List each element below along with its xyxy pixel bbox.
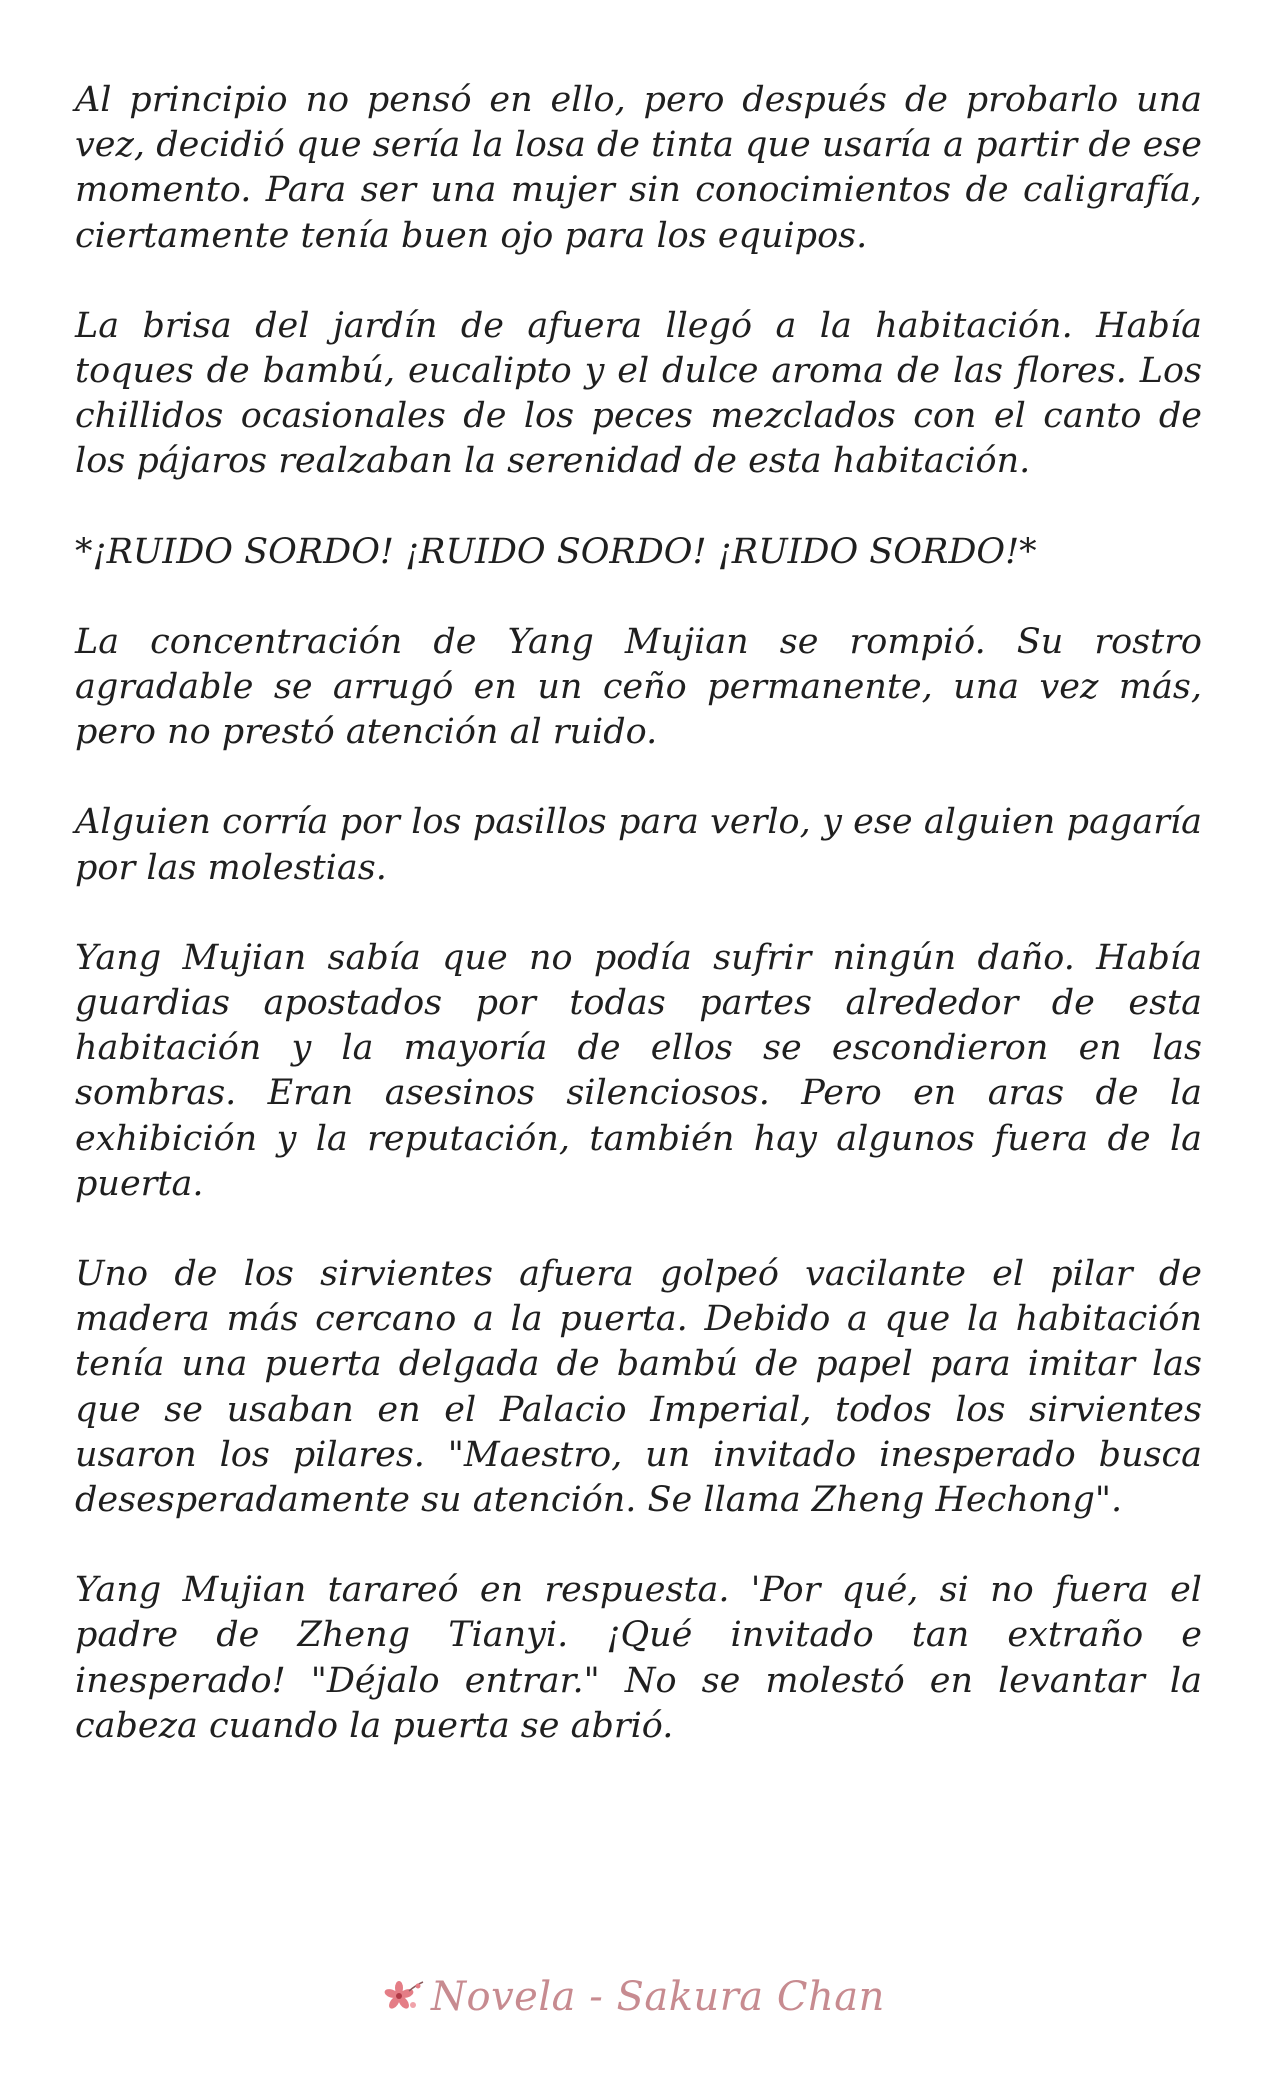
watermark-text: Novela - Sakura Chan	[431, 1974, 885, 2020]
sakura-flower-icon	[383, 1979, 425, 2015]
paragraph-4: La concentración de Yang Mujian se rompió. Su rostro agradable se arrugó en un ceño permanente, una vez más, pero no prestó atención al ruido.	[75, 621, 1202, 753]
chapter-text	[75, 78, 1202, 1749]
paragraph-1: Al principio no pensó en ello, pero después de probarlo una vez, decidió que sería la losa de tinta que usaría a partir de ese momento. Para ser una mujer sin conocimientos de caligrafía, ciertamente tenía buen ojo para los equipos.	[75, 80, 1202, 256]
paragraph-6: Yang Mujian sabía que no podía sufrir ningún daño. Había guardias apostados por todas partes alrededor de esta habitación y la mayoría de ellos se escondieron en las sombras. Eran asesinos silenciosos. Pero en aras de la exhibición y la reputación, también hay algunos fuera de la puerta.	[75, 937, 1202, 1204]
watermark	[383, 1972, 885, 2022]
paragraph-2: La brisa del jardín de afuera llegó a la habitación. Había toques de bambú, eucalipto y el dulce aroma de las flores. Los chillidos ocasionales de los peces mezclados con el canto de los pájaros realzaban la serenidad de esta habitación.	[75, 305, 1202, 482]
paragraph-3: *¡RUIDO SORDO! ¡RUIDO SORDO! ¡RUIDO SORDO!*	[75, 531, 1037, 572]
paragraph-5: Alguien corría por los pasillos para verlo, y ese alguien pagaría por las molestias.	[75, 802, 1202, 888]
paragraph-7: Uno de los sirvientes afuera golpeó vacilante el pilar de madera más cercano a la puerta. Debido a que la habitación tenía una puerta delgada de bambú de papel para imitar las que se usaban en el Palacio Imperial, todos los sirvientes usaron los pilares. "Maestro, un invitado inesperado busca desesperadamente su atención. Se llama Zheng Hechong".	[75, 1254, 1202, 1521]
paragraph-8: Yang Mujian tarareó en respuesta. 'Por qué, si no fuera el padre de Zheng Tianyi. ¡Qué invitado tan extraño e inesperado! "Déjalo entrar." No se molestó en levantar la cabeza cuando la puerta se abrió.	[75, 1570, 1202, 1746]
